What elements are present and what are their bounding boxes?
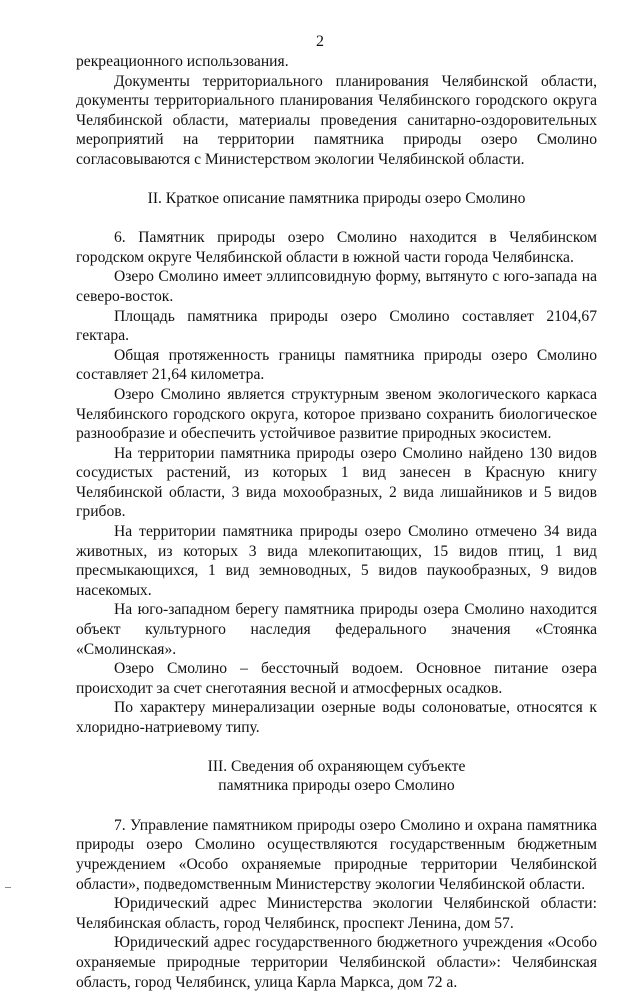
paragraph-shape: Озеро Смолино имеет эллипсовидную форму, вытянуто с юго-запада на северо-восток. (76, 268, 597, 305)
paragraph-continuation: рекреационного использования. (76, 53, 289, 70)
scan-edge-mark (5, 887, 11, 888)
section-2-heading: II. Краткое описание памятника природы озеро Смолино (147, 189, 526, 207)
paragraph-water-supply: Озеро Смолино – бессточный водоем. Основное питание озера происходит за счет снеготаяния весной и атмосферных осадков. (76, 660, 597, 697)
paragraph-location: 6. Памятник природы озеро Смолино находится в Челябинском городском округе Челябинской области в южной части города Челябинска. (76, 229, 597, 266)
paragraph-ministry-address: Юридический адрес Министерства экологии Челябинской области: Челябинская область, город Челябинск, проспект Ленина, дом 57. (76, 895, 597, 932)
document-body (76, 52, 597, 992)
paragraph-mineralization: По характеру минерализации озерные воды солоноватые, относятся к хлоридно-натриевому типу. (76, 699, 597, 736)
section-3-heading-line-2: памятника природы озеро Смолино (218, 777, 455, 795)
paragraph-boundary-length: Общая протяженность границы памятника природы озеро Смолино составляет 21,64 километра. (76, 346, 597, 384)
paragraph-cultural-heritage: На юго-западном берегу памятника природы озера Смолино находится объект культурного наследия федерального значения «Стоянка «Смолинская». (76, 601, 597, 658)
paragraph-animals: На территории памятника природы озеро Смолино отмечено 34 вида животных, из которых 3 вида млекопитающих, 15 видов птиц, 1 вид пресмыкающихся, 1 вид земноводных, 5 видов паукообразных, 9 видов насекомых. (76, 523, 597, 599)
page-number: 2 (316, 33, 324, 50)
paragraph-ecological-frame: Озеро Смолино является структурным звеном экологического каркаса Челябинского городского округа, которое призвано сохранить биологическое разнообразие и обеспечить устойчивое развитие природных экосистем. (76, 385, 597, 443)
paragraph-planning-documents: Документы территориального планирования Челябинской области, документы территориального планирования Челябинского городского округа Челябинской области, материалы проведения санитарно-оздоровительных мероприятий на территории памятника природы озеро Смолино согласовываются с Министерством экологии Челябинской области. (76, 72, 597, 168)
paragraph-management: 7. Управление памятником природы озеро Смолино и охрана памятника природы озеро Смолино осуществляются государственным бюджетным учреждением «Особо охраняемые природные территории Челябинской области», подведомственным Министерству экологии Челябинской области. (76, 816, 597, 893)
section-3-heading-line-1: III. Сведения об охраняющем субъекте (207, 757, 466, 775)
paragraph-area: Площадь памятника природы озеро Смолино составляет 2104,67 гектара. (76, 307, 597, 345)
paragraph-institution-address: Юридический адрес государственного бюджетного учреждения «Особо охраняемые природные территории Челябинской области»: Челябинская область, город Челябинск, улица Карла Маркса, дом 72 а. (76, 934, 597, 991)
paragraph-plants: На территории памятника природы озеро Смолино найдено 130 видов сосудистых растений, из которых 1 вид занесен в Красную книгу Челябинской области, 3 вида мохообразных, 2 вида лишайников и 5 видов грибов. (76, 444, 597, 521)
